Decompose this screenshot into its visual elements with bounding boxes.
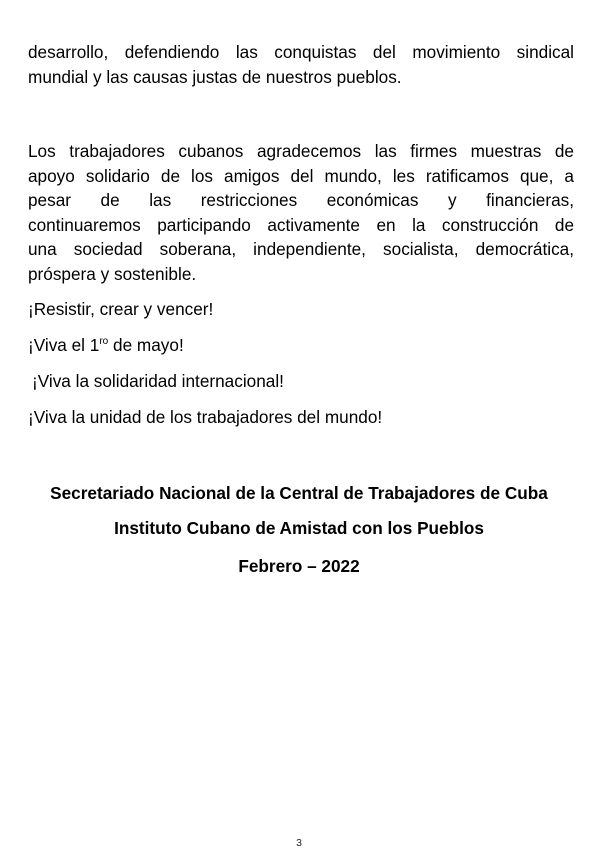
slogan-viva-mayo bbox=[28, 334, 184, 356]
paragraph-line: desarrollo, defendiendo las conquistas del movimiento sindical bbox=[28, 42, 574, 62]
signature-secretariado: Secretariado Nacional de la Central de Trabajadores de Cuba bbox=[50, 483, 548, 503]
ordinal-superscript: ro bbox=[99, 336, 109, 347]
paragraph-line: Los trabajadores cubanos agradecemos las firmes muestras de bbox=[28, 141, 574, 161]
slogan-viva-mayo-prefix: ¡Viva el 1 bbox=[28, 335, 100, 355]
paragraph-line: próspera y sostenible. bbox=[28, 263, 197, 284]
slogan-resistir: ¡Resistir, crear y vencer! bbox=[28, 299, 214, 319]
page-number: 3 bbox=[296, 837, 302, 849]
signature-instituto: Instituto Cubano de Amistad con los Pueblos bbox=[114, 518, 484, 538]
paragraph-line: pesar de las restricciones económicas y financieras, bbox=[28, 190, 574, 210]
signature-date: Febrero – 2022 bbox=[238, 556, 360, 576]
paragraph-intro-end bbox=[28, 40, 574, 89]
slogan-viva-mayo-suffix: de mayo! bbox=[108, 335, 184, 355]
slogan-solidaridad: ¡Viva la solidaridad internacional! bbox=[32, 371, 284, 391]
slogan-unidad: ¡Viva la unidad de los trabajadores del mundo! bbox=[28, 407, 383, 427]
paragraph-line: una sociedad soberana, independiente, socialista, democrática, bbox=[28, 239, 574, 259]
paragraph-line: apoyo solidario de los amigos del mundo, les ratificamos que, a bbox=[28, 165, 574, 186]
paragraph-line: mundial y las causas justas de nuestros pueblos. bbox=[28, 66, 402, 87]
paragraph-line: continuaremos participando activamente en la construcción de bbox=[28, 214, 574, 235]
paragraph-gratitude bbox=[28, 139, 574, 286]
